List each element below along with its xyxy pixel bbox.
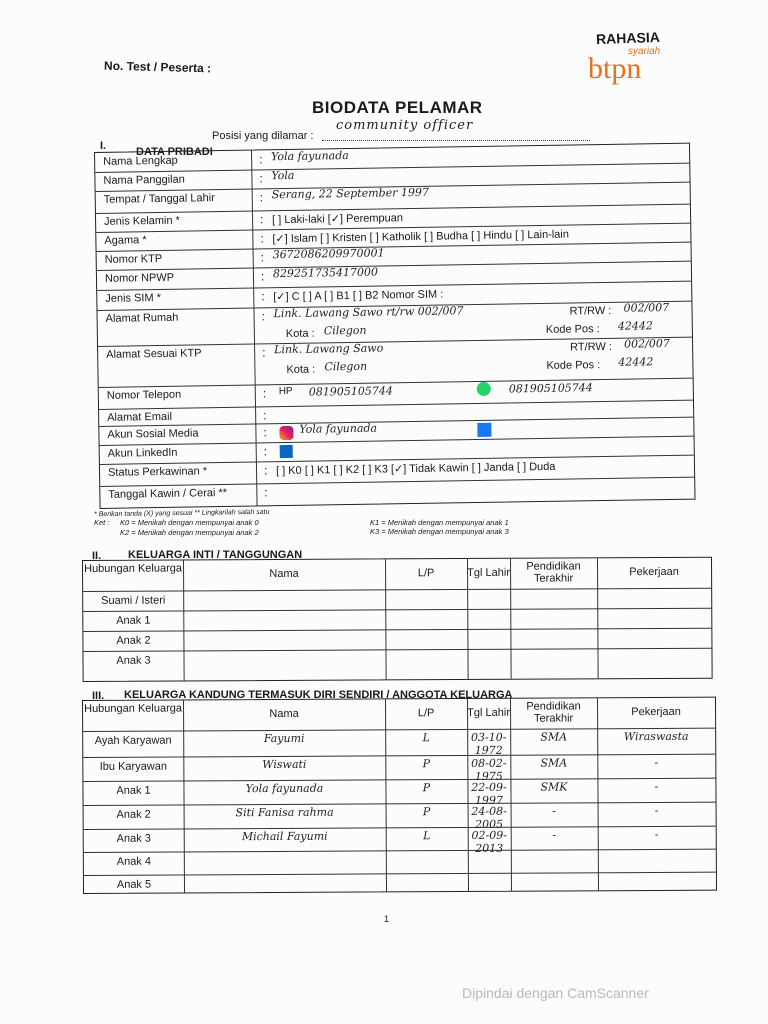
column-header: Hubungan Keluarga <box>84 562 182 575</box>
kota-value: Cilegon <box>323 323 367 338</box>
field-colon: : <box>261 289 265 304</box>
label-divider <box>251 151 258 506</box>
logo-btpn-text: btpn <box>588 52 642 85</box>
kerja-cell: - <box>654 803 659 818</box>
nama-cell: Siti Fanisa rahma <box>235 805 334 820</box>
wa-number: 081905105744 <box>508 381 593 396</box>
keluarga-inti-table <box>82 557 713 682</box>
row-divider <box>83 628 711 632</box>
section3-num: III. <box>92 690 105 702</box>
relation-cell: Anak 3 <box>116 654 151 667</box>
rel-cell: Anak 3 <box>116 832 151 845</box>
row-divider <box>99 378 693 388</box>
lp-cell: P <box>422 781 431 795</box>
field-colon: : <box>259 190 264 205</box>
field-colon: : <box>263 425 267 440</box>
posisi-value <box>322 116 590 141</box>
rel-cell: Anak 1 <box>116 784 151 797</box>
row-divider <box>83 648 711 652</box>
tgl-cell: 24-08-2005 <box>471 804 507 831</box>
logo-syariah-text: syariah <box>628 46 661 57</box>
field-value: Yola fayunada <box>270 148 349 164</box>
kodepos-value: 42442 <box>618 355 654 369</box>
footnote-k1: K1 = Menikah dengan mempunyai anak 1 <box>370 518 509 527</box>
tgl-cell: 03-10-1972 <box>470 730 507 757</box>
field-label: Akun Sosial Media <box>107 427 199 441</box>
field-label: Agama * <box>104 234 147 247</box>
column-header: Nama <box>269 707 299 721</box>
field-value: 3672086209970001 <box>272 246 385 262</box>
row-divider <box>95 163 689 173</box>
data-pribadi-table <box>94 143 696 509</box>
kerja-cell <box>598 874 716 875</box>
column-header: Pendidikan Terakhir <box>526 560 581 585</box>
field-label: Tempat / Tanggal Lahir <box>103 192 215 206</box>
row-divider <box>99 400 693 410</box>
pend-cell: SMK <box>540 780 568 794</box>
rel-cell: Anak 5 <box>116 878 152 891</box>
pend-cell: SMA <box>540 756 568 770</box>
tgl-cell: 02-09-2013 <box>471 828 507 855</box>
field-value: Yola fayunada <box>299 421 378 436</box>
kerja-cell <box>598 851 716 852</box>
field-colon: : <box>264 485 268 500</box>
field-colon: : <box>260 250 265 265</box>
field-colon: : <box>259 212 264 227</box>
rel-cell: Anak 2 <box>116 808 151 821</box>
kodepos-label: Kode Pos : <box>546 359 601 372</box>
footnote-k2: K2 = Menikah dengan mempunyai anak 2 <box>120 528 259 537</box>
footnote-ket: Ket : <box>94 518 110 527</box>
kodepos-label: Kode Pos : <box>545 323 600 336</box>
section2-title: KELUARGA INTI / TANGGUNGAN <box>128 549 303 561</box>
column-header: Nama <box>269 567 299 581</box>
row-divider <box>100 477 694 487</box>
field-colon: : <box>259 171 263 186</box>
section1-title: DATA PRIBADI <box>136 146 213 158</box>
row-divider <box>84 849 716 853</box>
no-test-label: No. Test / Peserta : <box>103 58 212 76</box>
kerja-cell: Wiraswasta <box>623 729 689 744</box>
field-colon: : <box>260 269 265 284</box>
field-value: Link. Lawang Sawo rt/rw 002/007 <box>273 304 464 321</box>
camscanner-watermark: Dipindai dengan CamScanner <box>462 985 649 1001</box>
posisi-value-text: community officer <box>336 118 474 133</box>
nama-cell: Yola fayunada <box>245 781 324 796</box>
rtrw-label: RT/RW : <box>569 304 612 318</box>
lp-cell: P <box>422 805 431 819</box>
field-label: Alamat Email <box>107 410 173 424</box>
field-value: [✓] Islam [ ] Kristen [ ] Katholik [ ] Budha [ ] Hindu [ ] Lain-lain <box>272 228 570 246</box>
field-value: Link. Lawang Sawo <box>274 341 384 357</box>
field-label: Nomor KTP <box>104 252 163 266</box>
kerja-cell: - <box>654 755 659 770</box>
tgl-cell: 22-09-1997 <box>471 780 507 807</box>
pend-cell: SMA <box>540 730 568 744</box>
footnote-instructions: * Berikan tanda (X) yang sesuai ** Lingkarilah salah satu <box>93 508 270 519</box>
column-divider <box>385 699 387 891</box>
nama-cell <box>184 852 386 853</box>
kota-label: Kota : <box>286 363 316 377</box>
row-divider <box>83 608 711 612</box>
field-value: [✓] C [ ] A [ ] B1 [ ] B2 Nomor SIM : <box>273 288 444 304</box>
field-colon: : <box>263 444 268 459</box>
field-label: Jenis Kelamin * <box>104 214 181 228</box>
relation-cell: Anak 2 <box>116 634 151 647</box>
column-header: Pendidikan Terakhir <box>526 700 581 725</box>
rtrw-value: 002/007 <box>623 336 670 351</box>
relation-cell: Suami / Isteri <box>101 594 166 607</box>
column-header: Tgl Lahir <box>467 566 510 579</box>
field-value: [ ] K0 [ ] K1 [ ] K2 [ ] K3 [✓] Tidak Kawin [ ] Janda [ ] Duda <box>275 460 556 478</box>
kerja-cell: - <box>654 779 659 794</box>
kodepos-value: 42442 <box>617 319 653 333</box>
page-title: BIODATA PELAMAR <box>312 98 483 117</box>
rel-cell: Ayah Karyawan <box>94 734 172 747</box>
field-label: Nomor Telepon <box>106 388 182 402</box>
nama-cell: Michail Fayumi <box>241 829 328 844</box>
field-label: Nomor NPWP <box>104 271 175 285</box>
facebook-icon <box>477 423 491 437</box>
field-colon: : <box>263 463 268 478</box>
nama-cell: Wiswati <box>262 757 307 772</box>
column-header: Tgl Lahir <box>467 706 510 719</box>
field-value: 081905105744 <box>308 384 393 399</box>
nama-cell: Fayumi <box>263 731 305 746</box>
btpn-logo <box>588 44 678 94</box>
row-divider <box>83 588 711 592</box>
page-number: 1 <box>384 914 390 924</box>
lp-cell: L <box>423 829 431 843</box>
section1-num: I. <box>100 140 107 152</box>
field-label: Akun LinkedIn <box>107 446 178 460</box>
column-header: Hubungan Keluarga <box>84 702 182 715</box>
field-label: Jenis SIM * <box>105 291 162 305</box>
rtrw-value: 002/007 <box>623 300 670 315</box>
field-label: Tanggal Kawin / Cerai ** <box>108 486 228 501</box>
field-label: Status Perkawinan * <box>107 465 208 479</box>
field-label: Nama Lengkap <box>103 154 178 168</box>
row-divider <box>97 261 691 271</box>
field-label: Alamat Rumah <box>105 311 179 325</box>
nama-cell <box>184 875 386 876</box>
column-header: L/P <box>417 567 435 580</box>
field-colon: : <box>259 152 263 167</box>
field-label: Nama Panggilan <box>103 173 185 187</box>
kota-value: Cilegon <box>324 359 368 374</box>
rel-cell: Anak 4 <box>116 855 152 868</box>
whatsapp-icon <box>477 382 491 396</box>
relation-cell: Anak 1 <box>116 614 151 627</box>
field-colon: : <box>260 231 264 246</box>
pend-cell: - <box>552 828 557 842</box>
lp-cell: P <box>422 757 431 771</box>
linkedin-icon <box>280 445 293 458</box>
field-colon: : <box>262 345 266 360</box>
field-value: Serang, 22 September 1997 <box>271 185 430 202</box>
rahasia-label: RAHASIA <box>595 28 661 48</box>
field-colon: : <box>263 408 267 423</box>
hp-label: HP <box>278 385 293 398</box>
field-colon: : <box>262 386 267 401</box>
field-value: Yola <box>271 168 295 183</box>
column-header: Pekerjaan <box>631 705 681 719</box>
row-divider <box>84 872 716 876</box>
row-divider <box>99 417 693 427</box>
kota-label: Kota : <box>285 327 315 341</box>
field-value: [ ] Laki-laki [✓] Perempuan <box>271 212 404 227</box>
section2-num: II. <box>92 550 102 562</box>
pend-cell: - <box>552 804 556 818</box>
keluarga-kandung-table <box>82 697 717 894</box>
column-header: Pekerjaan <box>629 565 679 579</box>
footnote-k3: K3 = Menikah dengan mempunyai anak 3 <box>370 527 509 536</box>
column-divider <box>597 698 599 890</box>
instagram-icon <box>279 426 293 440</box>
section3-title: KELUARGA KANDUNG TERMASUK DIRI SENDIRI / ANGGOTA KELUARGA <box>124 689 513 701</box>
kerja-cell: - <box>654 827 659 842</box>
lp-cell: L <box>422 731 430 745</box>
field-colon: : <box>261 309 266 324</box>
posisi-label: Posisi yang dilamar : <box>212 130 314 142</box>
column-header: L/P <box>417 707 435 720</box>
rel-cell: Ibu Karyawan <box>99 760 168 773</box>
tgl-cell: 08-02-1975 <box>471 756 507 783</box>
field-label: Alamat Sesuai KTP <box>106 347 202 361</box>
footnote-k0: K0 = Menikah dengan mempunyai anak 0 <box>120 518 259 527</box>
rtrw-label: RT/RW : <box>570 340 612 354</box>
field-value: 829251735417000 <box>272 265 379 281</box>
